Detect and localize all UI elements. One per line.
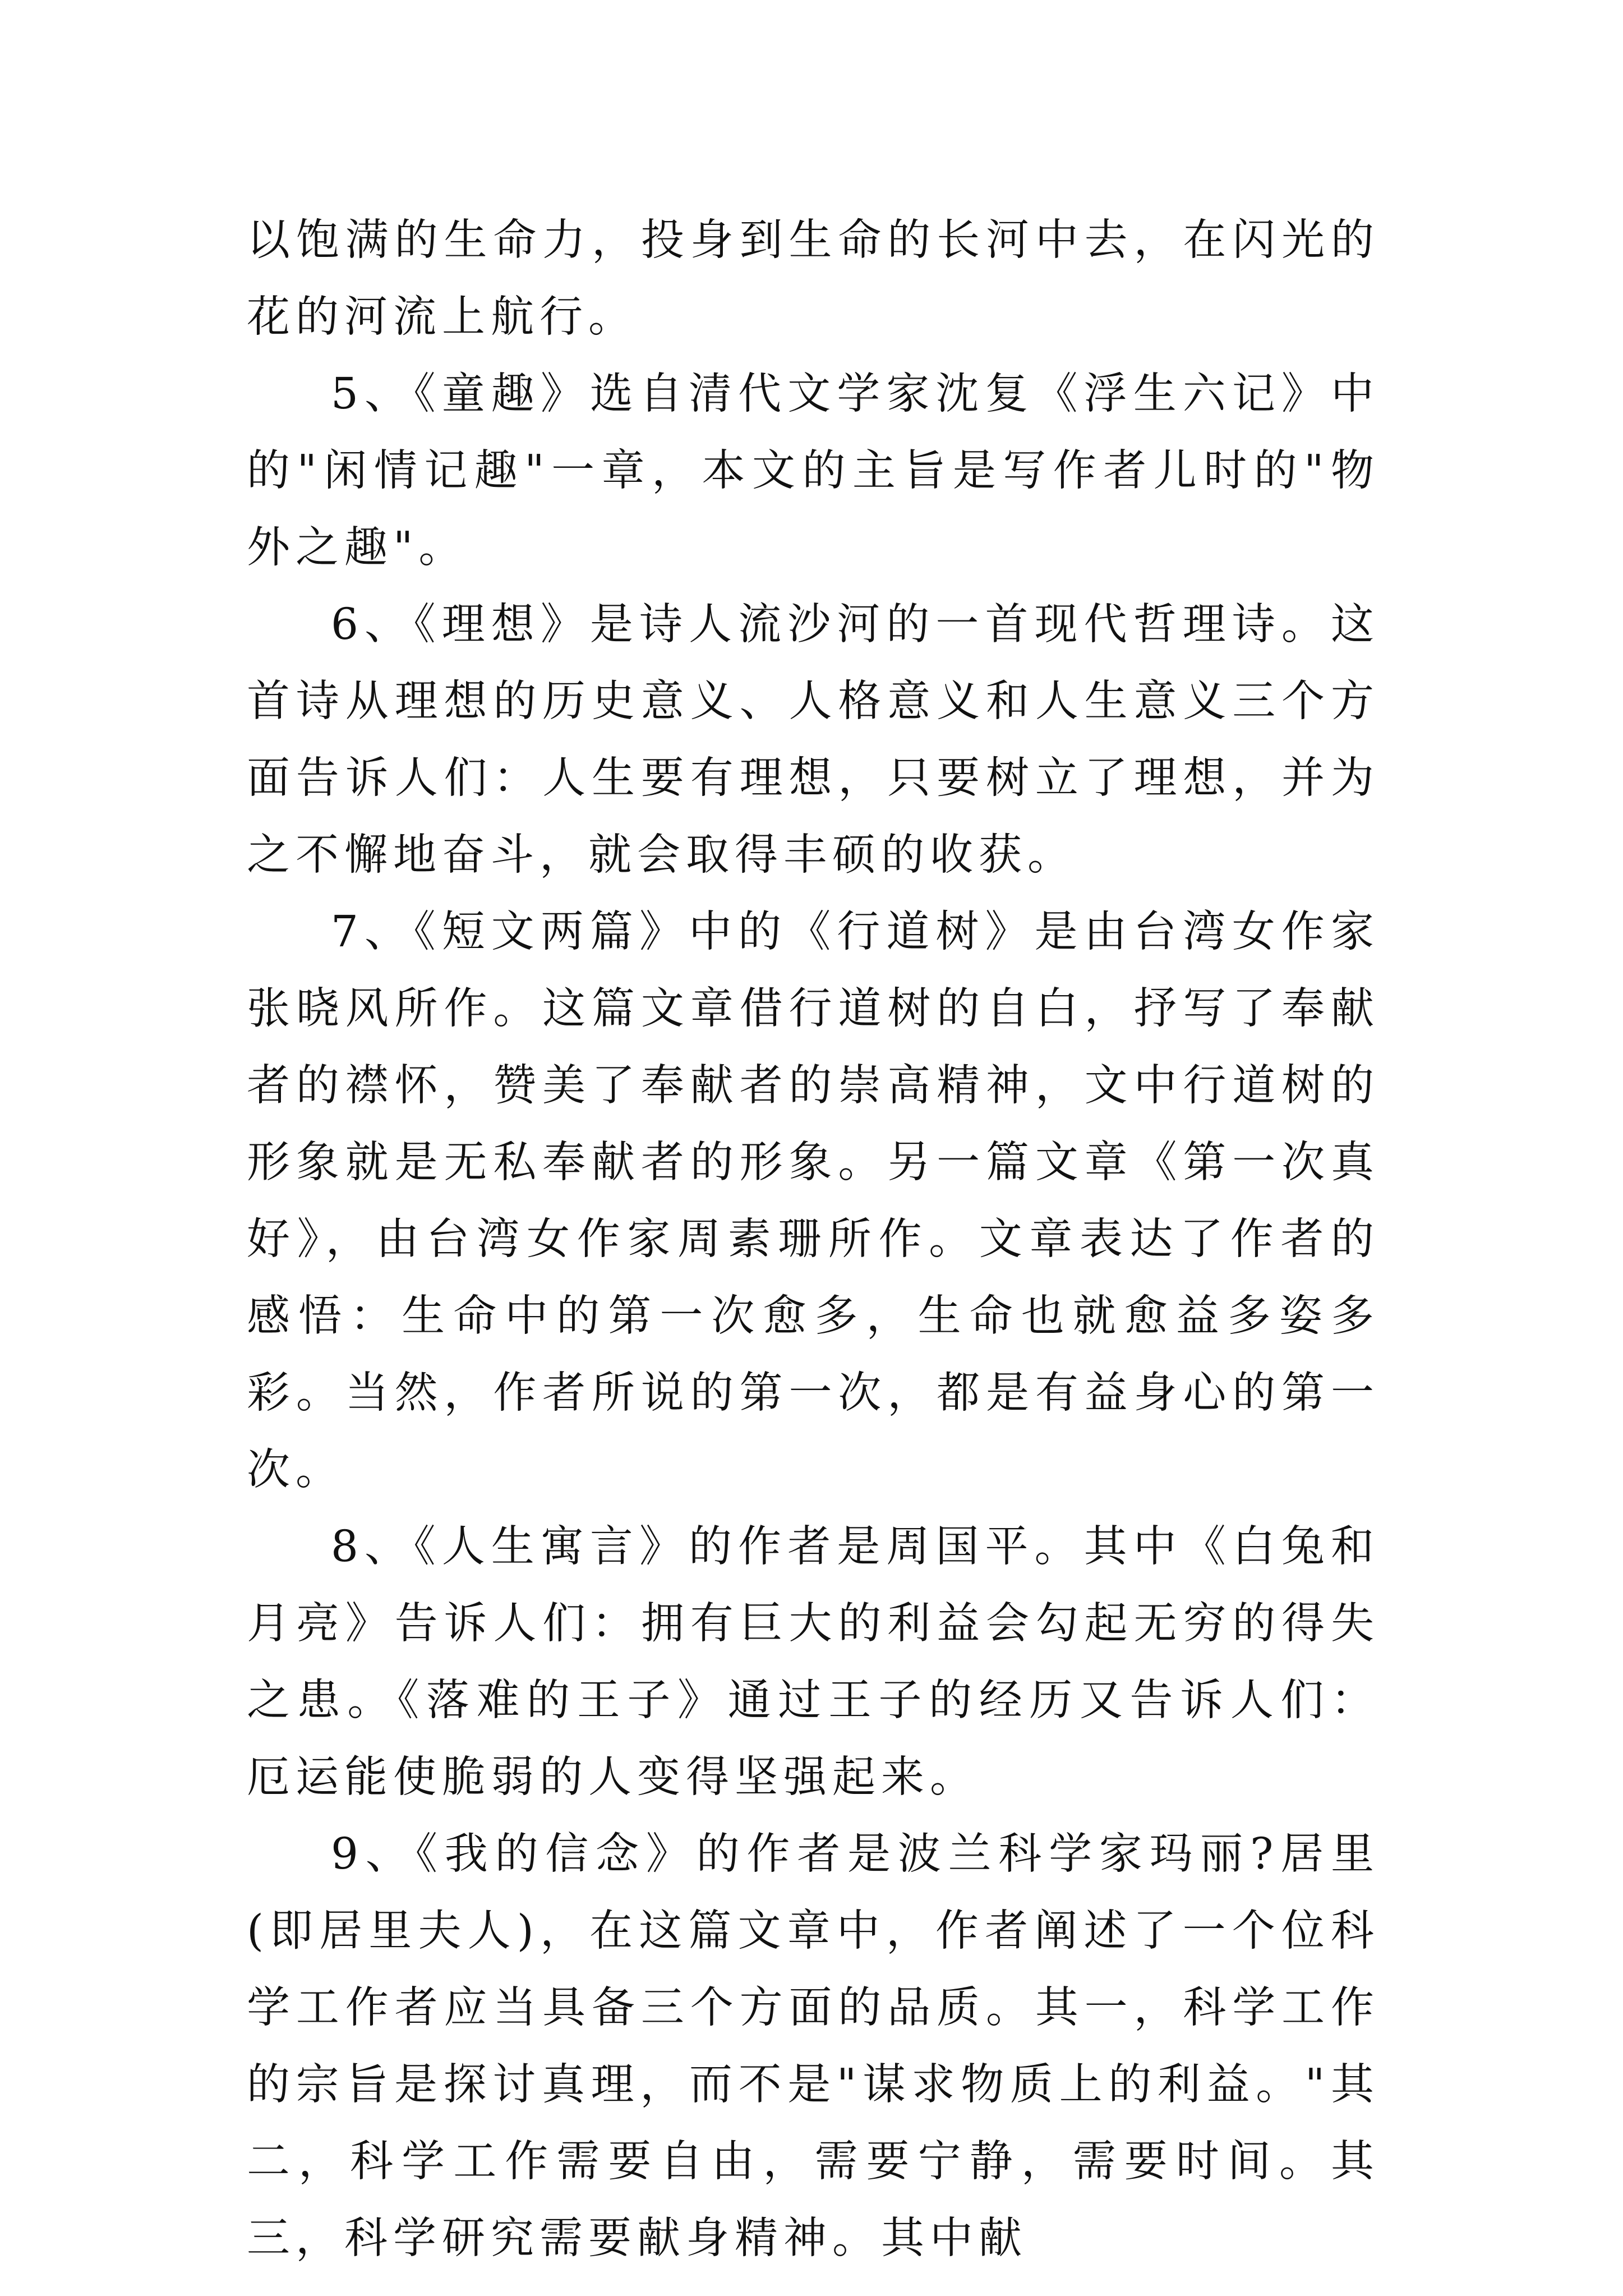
paragraph-continuation: 以饱满的生命力，投身到生命的长河中去，在闪光的花的河流上航行。	[247, 215, 1380, 342]
paragraph-item-8: 8、《人生寓言》的作者是周国平。其中《白兔和月亮》告诉人们：拥有巨大的利益会勾起无穷的得失之患。《落难的王子》通过王子的经历又告诉人们：厄运能使脆弱的人变得坚强起来。	[247, 1522, 1380, 1802]
paragraph-item-5: 5、《童趣》选自清代文学家沈复《浮生六记》中的"闲情记趣"一章，本文的主旨是写作者儿时的"物外之趣"。	[247, 369, 1380, 573]
body-text	[247, 202, 1380, 2277]
paragraph-item-6: 6、《理想》是诗人流沙河的一首现代哲理诗。这首诗从理想的历史意义、人格意义和人生意义三个方面告诉人们：人生要有理想，只要树立了理想，并为之不懈地奋斗，就会取得丰硕的收获。	[247, 600, 1380, 880]
paragraph-item-9: 9、《我的信念》的作者是波兰科学家玛丽?居里(即居里夫人)，在这篇文章中，作者阐述了一个位科学工作者应当具备三个方面的品质。其一，科学工作的宗旨是探讨真理，而不是"谋求物质上的利益。"其二，科学工作需要自由，需要宁静，需要时间。其三，科学研究需要献身精神。其中献	[247, 1829, 1380, 2263]
paragraph-item-7: 7、《短文两篇》中的《行道树》是由台湾女作家张晓风所作。这篇文章借行道树的自白，抒写了奉献者的襟怀，赞美了奉献者的崇高精神，文中行道树的形象就是无私奉献者的形象。另一篇文章《第一次真好》，由台湾女作家周素珊所作。文章表达了作者的感悟：生命中的第一次愈多，生命也就愈益多姿多彩。当然，作者所说的第一次，都是有益身心的第一次。	[247, 907, 1380, 1495]
